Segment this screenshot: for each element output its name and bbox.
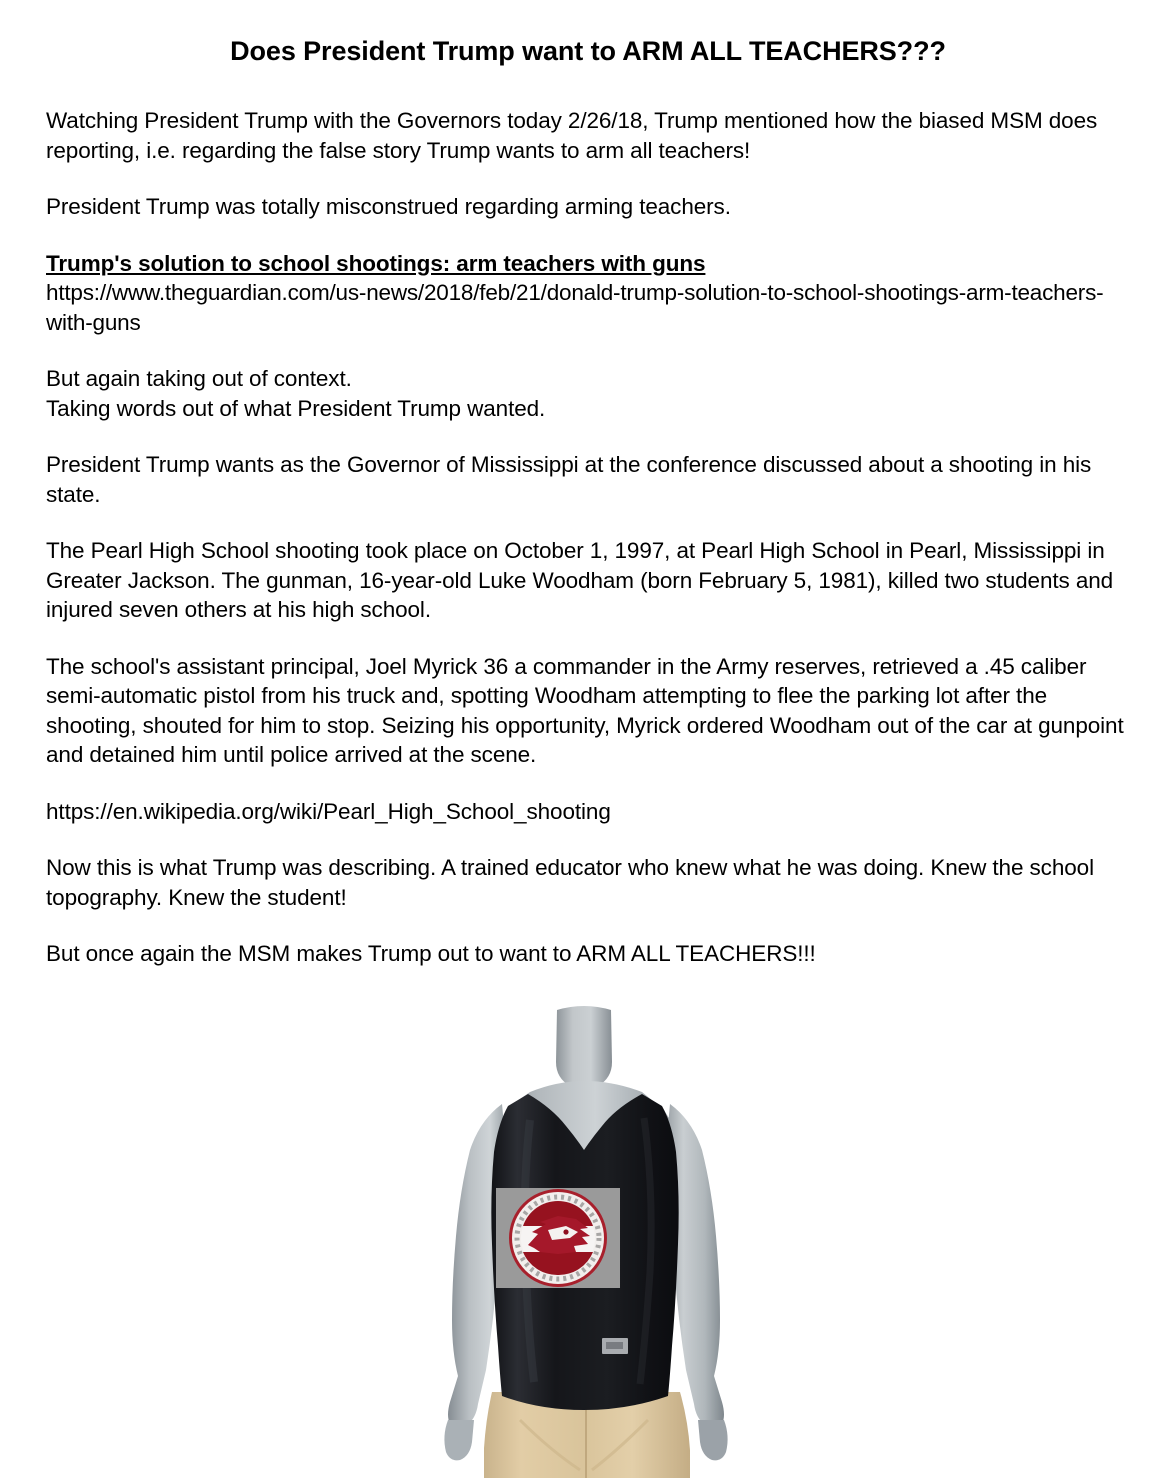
paragraph-misconstrued: President Trump was totally misconstrued regarding arming teachers.	[46, 194, 731, 219]
mannequin-neck	[556, 1006, 612, 1086]
article-link-title[interactable]: Trump's solution to school shootings: arm teachers with guns	[46, 250, 706, 276]
paragraph-closing-msm: But once again the MSM makes Trump out to want to ARM ALL TEACHERS!!!	[46, 941, 816, 966]
shirt-tag-print	[606, 1342, 623, 1349]
wikipedia-link-url[interactable]: https://en.wikipedia.org/wiki/Pearl_High_School_shooting	[46, 798, 611, 824]
paragraph-trained-educator: Now this is what Trump was describing. A trained educator who knew what he was doing. Knew the school topography. Knew the student!	[46, 855, 1094, 910]
mannequin-photo-graphic	[380, 1000, 796, 1478]
paragraph-out-of-context-line1: But again taking out of context.	[46, 366, 352, 391]
paragraph-out-of-context-line2: Taking words out of what President Trump wanted.	[46, 395, 546, 421]
document-text-body	[46, 34, 1130, 969]
paragraph-joel-myrick: The school's assistant principal, Joel Myrick 36 a commander in the Army reserves, retrieved a .45 caliber semi-automatic pistol from his truck and, spotting Woodham attempting to flee the parking lot after the shooting, shouted for him to stop. Seizing his opportunity, Myrick ordered Woodham out of the car at gunpoint and detained him until police arrived at the scene.	[46, 653, 1124, 767]
page-title: Does President Trump want to ARM ALL TEACHERS???	[230, 36, 946, 66]
paragraph-watching-trump: Watching President Trump with the Governors today 2/26/18, Trump mentioned how the biased MSM does reporting, i.e. regarding the false story Trump wants to arm all teachers!	[46, 108, 1098, 163]
paragraph-governor-mississippi: President Trump wants as the Governor of Mississippi at the conference discussed about a shooting in his state.	[46, 452, 1092, 507]
crest-eagle-eye	[563, 1229, 568, 1234]
paragraph-pearl-high-school-shooting: The Pearl High School shooting took place on October 1, 1997, at Pearl High School in Pearl, Mississippi in Greater Jackson. The gunman, 16-year-old Luke Woodham (born February 5, 1981), killed two students and injured seven others at his high school.	[46, 538, 1114, 622]
article-link-url[interactable]: https://www.theguardian.com/us-news/2018/feb/21/donald-trump-solution-to-school-shootings-arm-teachers-with-guns	[46, 280, 1104, 335]
mannequin-photo	[380, 1000, 796, 1478]
team-crest-logo	[509, 1189, 607, 1287]
